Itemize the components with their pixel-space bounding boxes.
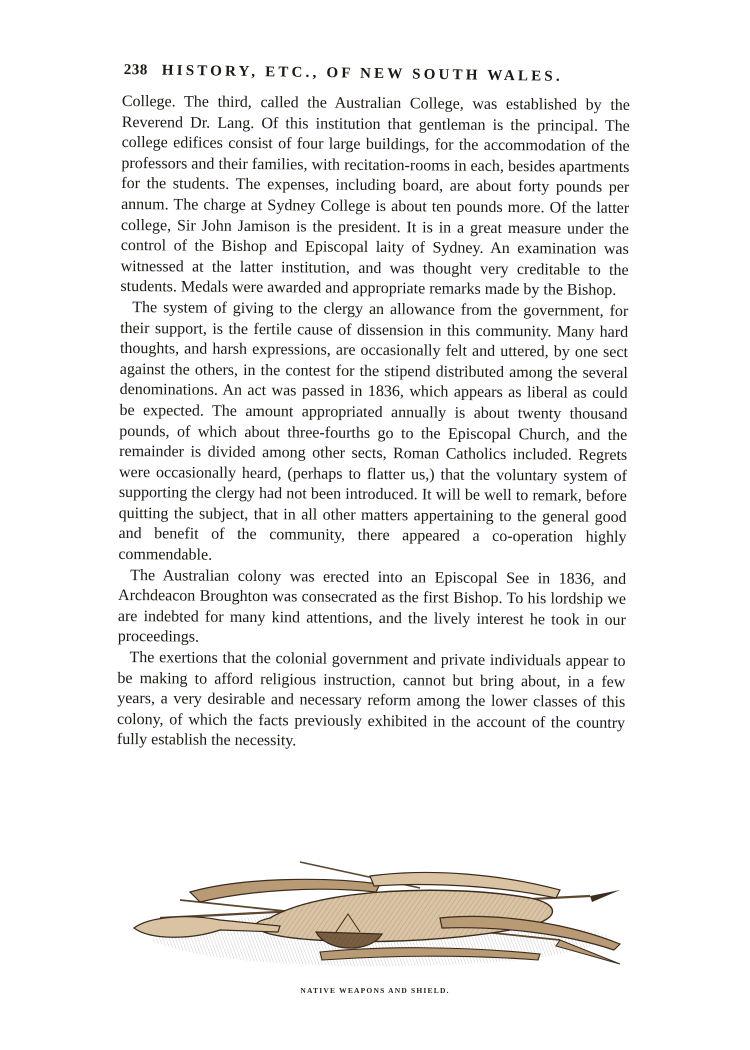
illustration-caption: NATIVE WEAPONS AND SHIELD. <box>300 986 450 995</box>
spear-tip-right <box>590 890 620 902</box>
running-title: HISTORY, ETC., OF NEW SOUTH WALES. <box>161 62 563 85</box>
paragraph-4: The exertions that the colonial government and private individuals appear to be making to afford religious instruction, cannot but bring about, in a few years, a very desirable and necessary reform among the lower classes of this colony, of which the facts previously exhibited in the account of the country fully establish the necessity. <box>116 649 626 750</box>
paragraph-1: College. The third, called the Australian College, was established by the Reverend Dr. Lang. Of this institution that gentleman is the principal. The college edifices consist of four large buildings, for the accommodation of the professors and their families, with recitation-rooms in each, besides apartments for the students. The expenses, including board, are about forty pounds per annum. The charge at Sydney College is about ten pounds more. Of the latter college, Sir John Jamison is the president. It is in a great measure under the control of the Bishop and Episcopal laity of Sydney. An examination was witnessed at the latter institution, and was thought very creditable to the students. Medals were awarded and appropriate remarks made by the Bishop. <box>120 92 630 300</box>
running-head <box>124 62 630 87</box>
body-text <box>117 92 630 755</box>
paragraph-2: The system of giving to the clergy an allowance from the government, for their support, is the fertile cause of dissension in this community. Many hard thoughts, and harsh expressions, are occasionally felt and uttered, by one sect against the others, in the contest for the stipend distributed among the several denominations. An act was passed in 1836, which appears as liberal as could be expected. The amount appropriated annually is about twenty thousand pounds, of which about three-fourths go to the Episcopal Church, and the remainder is divided among other sects, Roman Catholics included. Regrets were occasionally heard, (perhaps to flatter us,) that the voluntary system of supporting the clergy had not been introduced. It will be well to remark, before quitting the subject, that in all other matters appertaining to the general good and benefit of the community, there appeared a co-operation highly commendable. <box>118 299 629 564</box>
page-number: 238 <box>123 62 148 79</box>
native-weapons-illustration <box>120 848 630 978</box>
paragraph-3: The Australian colony was erected into an Episcopal See in 1836, and Archdeacon Broughton was consecrated as the first Bishop. To his lordship we are indebted for many kind attentions, and the lively interest he took in our proceedings. <box>117 566 627 647</box>
